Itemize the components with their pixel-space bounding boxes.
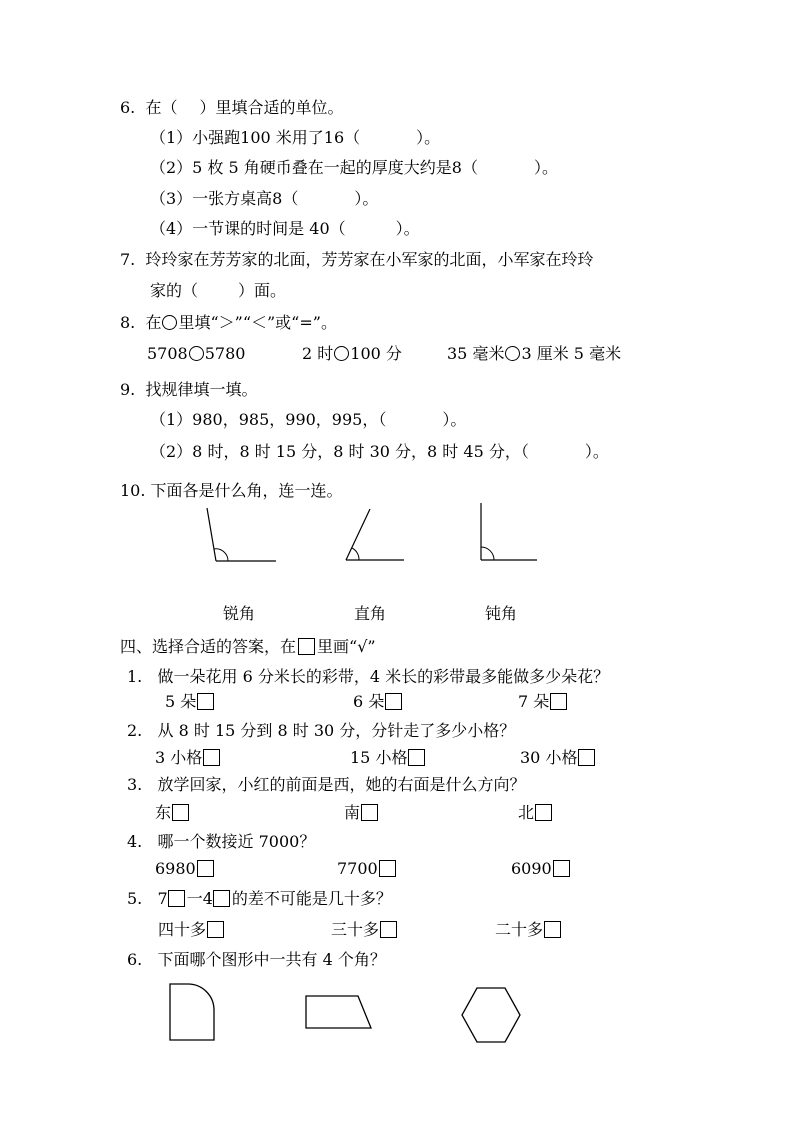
s4-q3-option-3: 北 xyxy=(518,803,552,823)
compare-circle[interactable] xyxy=(189,346,204,361)
s4-q2-option-1: 3 小格 xyxy=(155,748,220,768)
circle-icon xyxy=(162,315,177,330)
obtuse-angle-figure[interactable] xyxy=(200,505,280,565)
quarter-round-shape[interactable] xyxy=(168,982,218,1044)
answer-checkbox[interactable] xyxy=(197,860,214,877)
answer-checkbox[interactable] xyxy=(379,860,396,877)
answer-checkbox[interactable] xyxy=(385,693,402,710)
answer-checkbox[interactable] xyxy=(203,749,220,766)
acute-angle-figure[interactable] xyxy=(340,505,410,565)
s4-q1-option-2: 6 朵 xyxy=(353,692,402,712)
q6-item-1: （1）小强跑100 米用了16（ ）。 xyxy=(150,128,441,147)
compare-circle[interactable] xyxy=(334,346,349,361)
s4-q3-option-1: 东 xyxy=(155,803,189,823)
answer-checkbox[interactable] xyxy=(197,693,214,710)
s4-q4-option-1: 6980 xyxy=(155,859,214,879)
q6-item-3: （3）一张方桌高8（ ）。 xyxy=(150,189,379,208)
s4-q2-stem: 2. 从 8 时 15 分到 8 时 30 分，分针走了多少小格？ xyxy=(127,721,516,740)
q7-line-2: 家的（ ）面。 xyxy=(150,281,287,300)
s4-q3-stem: 3. 放学回家，小红的前面是西，她的右面是什么方向？ xyxy=(127,775,526,794)
digit-box[interactable] xyxy=(168,890,185,907)
answer-checkbox[interactable] xyxy=(408,749,425,766)
answer-checkbox[interactable] xyxy=(553,860,570,877)
s4-q5-option-1: 四十多 xyxy=(158,920,224,940)
q8-number: 8. xyxy=(120,313,136,332)
q8-compare-3: 35 毫米 3 厘米 5 毫米 xyxy=(447,344,622,363)
s4-q5-stem: 5. 7 一4 的差不可能是几十多？ xyxy=(127,889,392,908)
digit-box[interactable] xyxy=(213,890,230,907)
answer-checkbox[interactable] xyxy=(544,921,561,938)
s4-q4-stem: 4. 哪一个数接近 7000？ xyxy=(127,832,316,851)
q10-number: 10. xyxy=(120,481,146,500)
angle-label-right[interactable]: 直角 xyxy=(354,604,387,623)
q9-stem: 9. 找规律填一填。 xyxy=(120,380,258,399)
q8-compare-1: 5708 5780 xyxy=(147,344,246,363)
q6-item-2: （2）5 枚 5 角硬币叠在一起的厚度大约是8（ ）。 xyxy=(150,158,558,177)
s4-q6-stem: 6. 下面哪个图形中一共有 4 个角？ xyxy=(127,950,386,969)
q7-line-1: 7. 玲玲家在芳芳家的北面，芳芳家在小军家的北面，小军家在玲玲 xyxy=(120,250,594,269)
q8-stem: 8. 在 里填“＞”“＜”或“=”。 xyxy=(120,313,337,332)
checkbox-icon xyxy=(298,638,315,655)
answer-checkbox[interactable] xyxy=(361,804,378,821)
s4-q4-option-2: 7700 xyxy=(337,859,396,879)
q7-number: 7. xyxy=(120,250,136,269)
q8-compare-2: 2 时 100 分 xyxy=(302,344,402,363)
s4-q5-option-3: 二十多 xyxy=(495,920,561,940)
angle-label-acute[interactable]: 锐角 xyxy=(223,604,256,623)
s4-q1-option-1: 5 朵 xyxy=(165,692,214,712)
answer-checkbox[interactable] xyxy=(578,749,595,766)
q6-item-4: （4）一节课的时间是 40（ ）。 xyxy=(150,219,420,238)
s4-q2-option-3: 30 小格 xyxy=(520,748,595,768)
q6-number: 6. xyxy=(120,98,136,117)
section-4-title: 四、选择合适的答案，在 里画“√” xyxy=(120,637,376,656)
q9-number: 9. xyxy=(120,380,136,399)
s4-q4-option-3: 6090 xyxy=(511,859,570,879)
q10-stem: 10. 下面各是什么角，连一连。 xyxy=(120,481,343,500)
s4-q1-option-3: 7 朵 xyxy=(518,692,567,712)
s4-q1-stem: 1. 做一朵花用 6 分米长的彩带，4 米长的彩带最多能做多少朵花？ xyxy=(127,667,610,686)
angle-label-obtuse[interactable]: 钝角 xyxy=(485,604,518,623)
s4-q3-option-2: 南 xyxy=(344,803,378,823)
trapezoid-shape[interactable] xyxy=(303,993,375,1033)
q9-item-1: （1）980，985，990，995，（ ）。 xyxy=(150,410,467,429)
answer-checkbox[interactable] xyxy=(207,921,224,938)
s4-q5-option-2: 三十多 xyxy=(331,920,397,940)
answer-checkbox[interactable] xyxy=(380,921,397,938)
s4-q2-option-2: 15 小格 xyxy=(350,748,425,768)
right-angle-figure[interactable] xyxy=(475,503,545,563)
q9-item-2: （2）8 时，8 时 15 分，8 时 30 分，8 时 45 分，（ ）。 xyxy=(150,442,609,461)
answer-checkbox[interactable] xyxy=(172,804,189,821)
compare-circle[interactable] xyxy=(505,346,520,361)
q6-stem: 6. 在（ ）里填合适的单位。 xyxy=(120,98,344,117)
hexagon-shape[interactable] xyxy=(460,986,524,1044)
answer-checkbox[interactable] xyxy=(535,804,552,821)
answer-checkbox[interactable] xyxy=(550,693,567,710)
